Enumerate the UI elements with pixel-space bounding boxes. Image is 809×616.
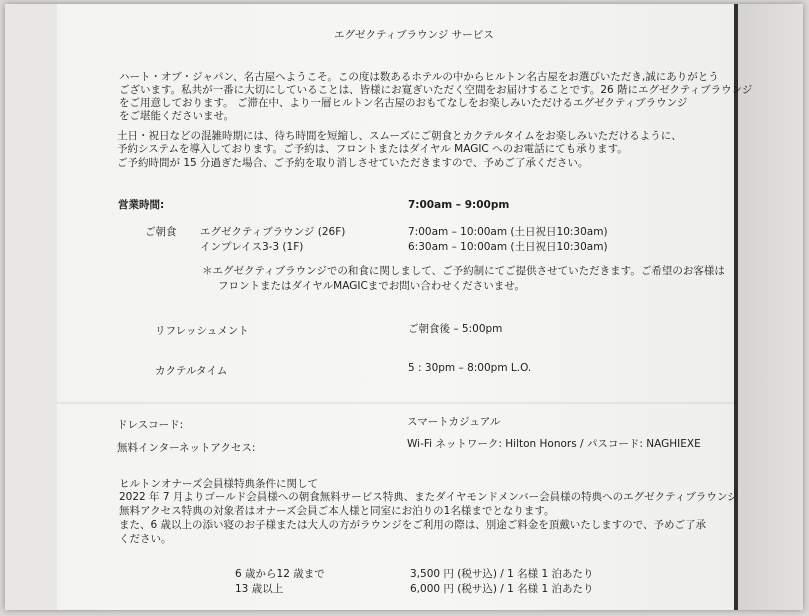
fee-price: 3,500 円 (税サ込) / 1 名様 1 泊あたり — [410, 568, 594, 580]
breakfast-label: ご朝食 — [145, 226, 177, 238]
refreshment-label: リフレッシュメント — [155, 325, 249, 337]
japanese-breakfast-note-2: フロントまたはダイヤルMAGICまでお問い合わせくださいませ。 — [218, 280, 525, 292]
honors-line: ヒルトンオナーズ会員様特典条件に関して — [119, 478, 318, 490]
cocktail-label: カクテルタイム — [155, 365, 228, 377]
hours-value: 7:00am – 9:00pm — [408, 199, 510, 211]
document-title: エグゼクティブラウンジ サービス — [334, 29, 494, 41]
fee-age: 6 歳から12 歳まで — [235, 568, 325, 580]
intro-line: ハート・オブ・ジャパン、名古屋へようこそ。この度は数あるホテルの中からヒルトン名古屋をお選びいただき,誠にありがとう — [119, 71, 719, 83]
honors-line: 無料アクセス特典の対象者はオナーズ会員ご本人様と同室にお泊りの1名様までとなります。 — [119, 505, 555, 517]
cocktail-value: 5 : 30pm – 8:00pm L.O. — [408, 362, 532, 374]
venue-implace-time: 6:30am – 10:00am (土日祝日10:30am) — [408, 241, 608, 253]
honors-line: また、6 歳以上の添い寝のお子様または大人の方がラウンジをご利用の際は、別途ご料金を頂戴いたしますので、予めご了承 — [119, 519, 707, 531]
refreshment-value: ご朝食後 – 5:00pm — [408, 323, 503, 335]
venue-implace: インプレイス3-3 (1F) — [200, 241, 304, 253]
venue-lounge-time: 7:00am – 10:00am (土日祝日10:30am) — [408, 226, 608, 238]
wifi-label: 無料インターネットアクセス: — [117, 442, 256, 454]
wifi-value: Wi-Fi ネットワーク: Hilton Honors / パスコード: NAGHIEXE — [407, 438, 701, 450]
intro-line: をご用意しております。 ご滞在中、より一層ヒルトン名古屋のおもてなしをお楽しみいただけるエグゼクティブラウンジ — [119, 97, 688, 109]
paper-fold — [57, 402, 737, 404]
busy-line: ご予約時間が 15 分過ぎた場合、ご予約を取り消しさせていただきますので、予めご了承ください。 — [117, 157, 589, 169]
honors-line: 2022 年 7 月よりゴールド会員様への朝食無料サービス特典、またダイヤモンドメンバー会員様の特典へのエグゼクティブラウンジ — [119, 491, 738, 503]
honors-line: ください。 — [119, 533, 172, 545]
photo-frame — [5, 4, 803, 610]
japanese-breakfast-note: ＊エグゼクティブラウンジでの和食に関しまして、ご予約制にてご提供させていただきます。ご希望のお客様は — [202, 265, 725, 277]
hours-label: 営業時間: — [118, 199, 165, 211]
venue-lounge: エグゼクティブラウンジ (26F) — [200, 226, 346, 238]
dress-code-value: スマートカジュアル — [407, 416, 501, 428]
intro-line: をご堪能くださいませ。 — [119, 110, 235, 122]
fee-price: 6,000 円 (税サ込) / 1 名様 1 泊あたり — [410, 583, 594, 595]
busy-line: 土日・祝日などの混雑時期には、待ち時間を短縮し、スムーズにご朝食とカクテルタイムをお楽しみいただけるように、 — [117, 130, 682, 142]
fee-age: 13 歳以上 — [235, 583, 284, 595]
dress-code-label: ドレスコード: — [117, 419, 184, 431]
intro-line: ございます。私共が一番に大切にしていることは、皆様にお寛ぎいただく空間をお届けすることです。26 階にエグゼクティブラウンジ — [119, 84, 753, 96]
busy-line: 予約システムを導入しております。ご予約は、フロントまたはダイヤル MAGIC へのお電話にても承ります。 — [117, 143, 628, 155]
